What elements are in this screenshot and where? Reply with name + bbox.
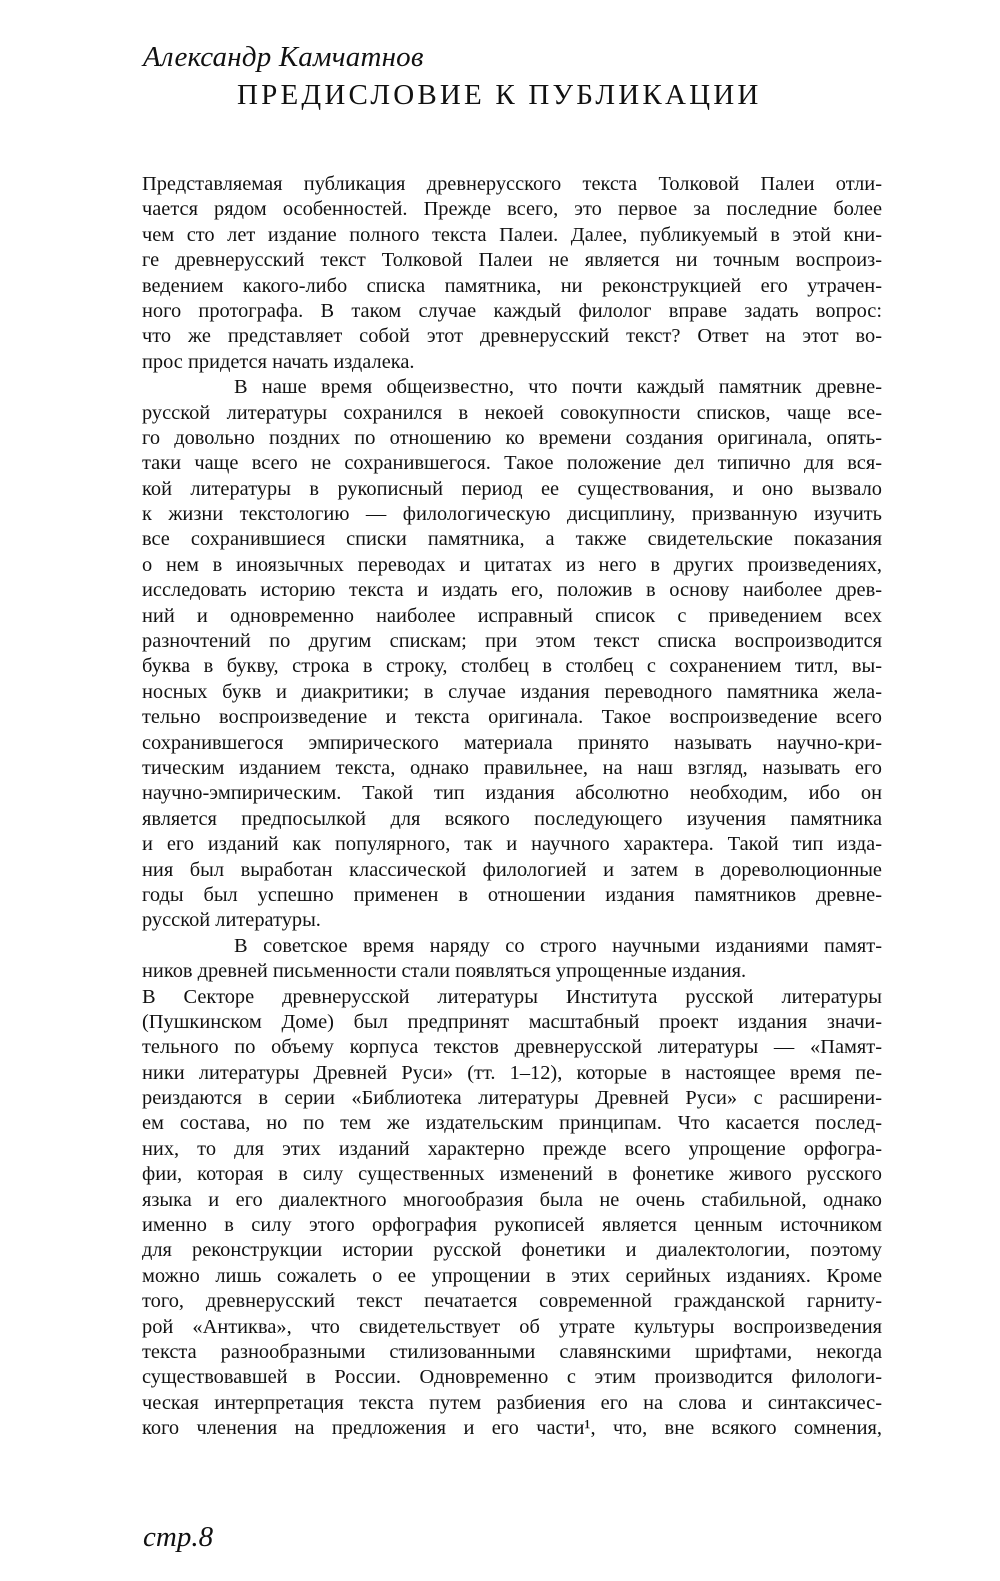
author-name: Александр Камчатнов [143, 41, 424, 73]
text-line: кой литературы в рукописный период ее существования, и оно вызвало [142, 477, 882, 500]
text-line: рой «Антиква», что свидетельствует об утрате культуры воспроизведения [142, 1315, 882, 1338]
text-line: таки чаще всего не сохранившегося. Такое положение дел типично для вся- [142, 452, 882, 475]
text-line: тическим изданием текста, однако правильнее, на наш взгляд, называть его [142, 756, 882, 779]
text-line: сохранившегося эмпирического материала принято называть научно-кри- [142, 731, 882, 754]
text-line: фии, которая в силу существенных изменений в фонетике живого русского [142, 1163, 882, 1186]
text-line: кого членения на предложения и его части¹, что, вне всякого сомнения, [142, 1417, 882, 1440]
text-line: Представляемая публикация древнерусского текста Толковой Палеи отли- [142, 173, 882, 195]
text-line: для реконструкции истории русской фонетики и диалектологии, поэтому [142, 1239, 882, 1262]
text-line: годы был успешно применен в отношении издания памятников древне- [142, 883, 882, 906]
text-line: ческая интерпретация текста путем разбиения его на слова и синтаксичес- [142, 1391, 882, 1414]
text-line: что же представляет собой этот древнерусский текст? Ответ на этот во- [142, 325, 882, 348]
text-line: является предпосылкой для всякого последующего изучения памятника [142, 807, 882, 830]
text-line: ники литературы Древней Руси» (тт. 1–12), которые в настоящее время пе- [142, 1061, 882, 1084]
text-line: ведением какого-либо списка памятника, ни реконструкцией его утрачен- [142, 274, 882, 297]
text-line: научно-эмпирическим. Такой тип издания абсолютно необходим, ибо он [142, 782, 882, 805]
text-line: реиздаются в серии «Библиотека литературы Древней Руси» с расширени- [142, 1087, 882, 1110]
text-line: языка и его диалектного многообразия была не очень стабильной, однако [142, 1188, 882, 1211]
text-line: все сохранившиеся списки памятника, а также свидетельские показания [142, 528, 882, 551]
paragraph [142, 934, 882, 985]
text-line: разночтений по другим спискам; при этом текст списка воспроизводится [142, 630, 882, 653]
text-line: исследовать историю текста и издать его, положив в основу наиболее древ- [142, 579, 882, 602]
text-line: ного протографа. В таком случае каждый филолог вправе задать вопрос: [142, 299, 882, 322]
paragraph [142, 985, 882, 1442]
text-line: того, древнерусский текст печатается современной гражданской гарниту- [142, 1290, 882, 1313]
text-line: В советское время наряду со строго научными изданиями памят- [234, 934, 882, 957]
text-line: тельного по объему корпуса текстов древнерусской литературы — «Памят- [142, 1036, 882, 1059]
text-line: чается рядом особенностей. Прежде всего, это первое за последние более [142, 198, 882, 221]
paragraph [142, 172, 882, 375]
text-line: можно лишь сожалеть о ее упрощении в этих серийных изданиях. Кроме [142, 1264, 882, 1287]
text-line: тельно воспроизведение и текста оригинала. Такое воспроизведение всего [142, 706, 882, 729]
text-line: о нем в иноязычных переводах и цитатах из него в других произведениях, [142, 553, 882, 576]
text-line: ния был выработан классической филологией и затем в дореволюционные [142, 858, 882, 881]
text-line: го довольно поздних по отношению ко времени создания оригинала, опять- [142, 426, 882, 449]
text-line: к жизни текстологию — филологическую дисциплину, призванную изучить [142, 503, 882, 526]
text-line: ге древнерусский текст Толковой Палеи не является ни точным воспроиз- [142, 249, 882, 272]
section-title: ПРЕДИСЛОВИЕ К ПУБЛИКАЦИИ [237, 79, 762, 111]
text-line: ем состава, но по тем же издательским принципам. Что касается послед- [142, 1112, 882, 1135]
paragraph [142, 375, 882, 934]
text-line: ний и одновременно наиболее исправный список с приведением всех [142, 604, 882, 627]
text-line: русской литературы. [142, 909, 321, 932]
text-line: буква в букву, строка в строку, столбец в столбец с сохранением титл, вы- [142, 655, 882, 678]
text-line: В Секторе древнерусской литературы Института русской литературы [142, 985, 882, 1008]
page-number: стр.8 [143, 1521, 214, 1553]
text-line: чем сто лет издание полного текста Палеи. Далее, публикуемый в этой кни- [142, 223, 882, 246]
text-line: них, то для этих изданий характерно прежде всего упрощение орфогра- [142, 1137, 882, 1160]
text-line: русской литературы сохранился в некоей совокупности списков, чаще все- [142, 401, 882, 424]
body-text [142, 172, 882, 1442]
text-line: (Пушкинском Доме) был предпринят масштабный проект издания значи- [142, 1010, 882, 1033]
text-line: именно в силу этого орфография рукописей является ценным источником [142, 1214, 882, 1237]
text-line: существовавшей в России. Одновременно с этим производится филологи- [142, 1366, 882, 1389]
text-line: и его изданий как популярного, так и научного характера. Такой тип изда- [142, 833, 882, 856]
text-line: текста разнообразными стилизованными славянскими шрифтами, некогда [142, 1340, 882, 1363]
text-line: прос придется начать издалека. [142, 350, 415, 373]
text-line: носных букв и диакритики; в случае издания переводного памятника жела- [142, 680, 882, 703]
text-line: ников древней письменности стали появляться упрощенные издания. [142, 960, 747, 983]
text-line: В наше время общеизвестно, что почти каждый памятник древне- [234, 376, 882, 399]
